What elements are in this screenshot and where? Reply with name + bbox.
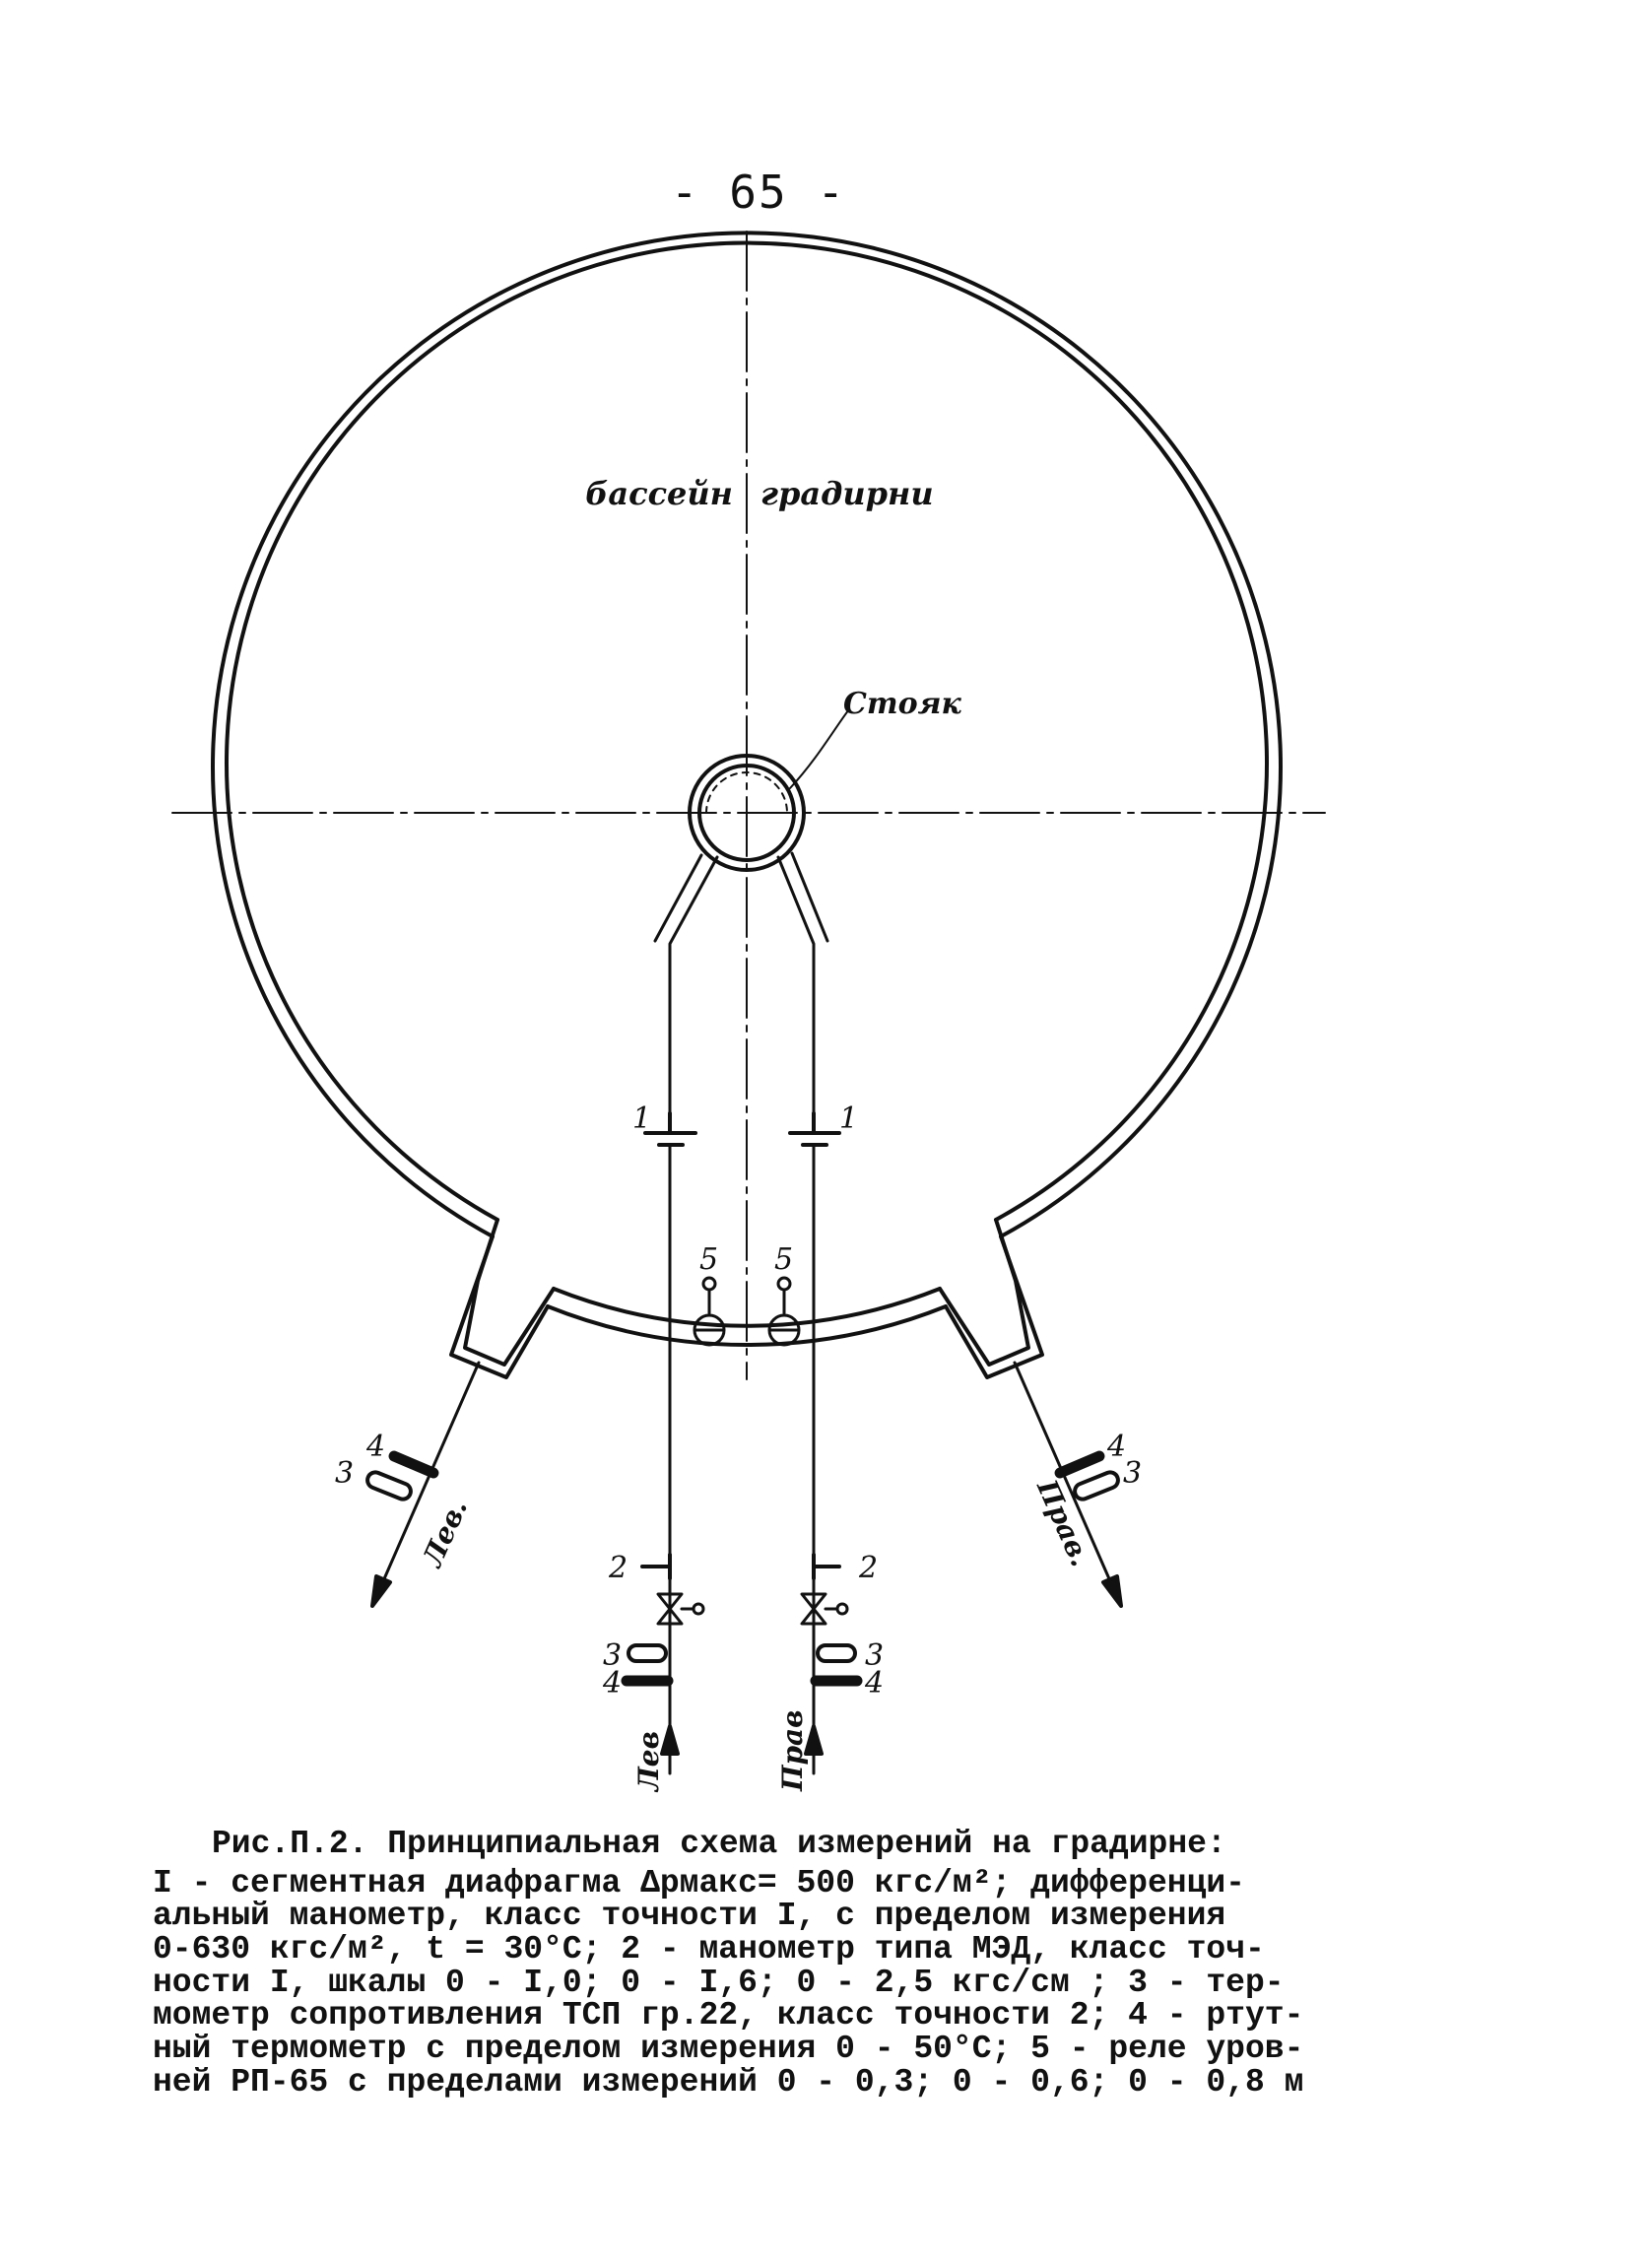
label-4-left: 4 (603, 1666, 623, 1701)
label-4-right: 4 (865, 1666, 885, 1701)
pipe-label-left: Лев (632, 1731, 665, 1791)
label-5-left: 5 (699, 1242, 719, 1277)
caption-body: I - сегментная диафрагма Δpмакс= 500 кгс/м²; дифференци- альный манометр, класс точности I, с пределом измерения 0-630 кгс/м², t = 30°C; 2 - манометр типа МЭД, класс точ- ности I, шкалы 0 - I,0; 0 - I,6; 0 - 2,5 кгс/см ; 3 - тер- мометр сопротивления ТСП гр.22, класс точности 2; 4 - ртут- ный термометр с пределом измерения 0 - 50°C; 5 - реле уров- ней РП-65 с пределами измерений 0 - 0,3; 0 - 0,6; 0 - 0,8 м (153, 1864, 1304, 2101)
label-5-right: 5 (774, 1242, 794, 1277)
label-1-right: 1 (839, 1101, 859, 1136)
valve-left (658, 1594, 703, 1624)
mercury-thermometer-outlet-right (1060, 1456, 1099, 1473)
caption-title: Рис.П.2. Принципиальная схема измерений на градирне: (212, 1826, 1226, 1862)
basin-label-right: градирни (760, 475, 934, 512)
page-number: - 65 - (670, 166, 847, 219)
resistance-thermometer-outlet-right (1073, 1470, 1121, 1501)
resistance-thermometer-left (628, 1645, 666, 1661)
label-2-left: 2 (609, 1551, 628, 1585)
outlet-label-left: Лев. (416, 1494, 475, 1571)
basin-label-left: бассейн (585, 475, 733, 512)
label-3-right: 3 (865, 1638, 885, 1673)
manometer-tap-left (642, 1555, 670, 1578)
riser-leader-line (790, 709, 849, 788)
resistance-thermometer-outlet-left (365, 1470, 414, 1501)
mercury-thermometer-outlet-left (394, 1456, 433, 1473)
label-3-outlet-right: 3 (1123, 1456, 1143, 1491)
manometer-tap-right (814, 1555, 839, 1578)
diaphragm-right (790, 1113, 839, 1145)
figure-caption (153, 1828, 1414, 2099)
label-1-left: 1 (632, 1101, 652, 1136)
outlet-right-arrow (1103, 1576, 1121, 1606)
level-relay-right (769, 1278, 799, 1345)
diaphragm-left (645, 1113, 695, 1145)
riser-label: Стояк (843, 687, 961, 721)
impulse-line-right (778, 853, 827, 1113)
label-4-outlet-left: 4 (366, 1430, 386, 1464)
label-3-left: 3 (603, 1638, 623, 1673)
level-relay-left (694, 1278, 724, 1345)
outlet-left-arrow (372, 1576, 390, 1606)
outlet-pipe-left (372, 1363, 479, 1606)
impulse-line-left (655, 855, 717, 1113)
outlet-label-right: Прав. (1030, 1475, 1097, 1571)
label-3-outlet-left: 3 (335, 1456, 355, 1491)
label-2-right: 2 (859, 1551, 879, 1585)
resistance-thermometer-right (818, 1645, 855, 1661)
label-4-outlet-right: 4 (1107, 1430, 1127, 1464)
pipe-label-right: Прав (776, 1709, 809, 1791)
valve-right (802, 1594, 847, 1624)
